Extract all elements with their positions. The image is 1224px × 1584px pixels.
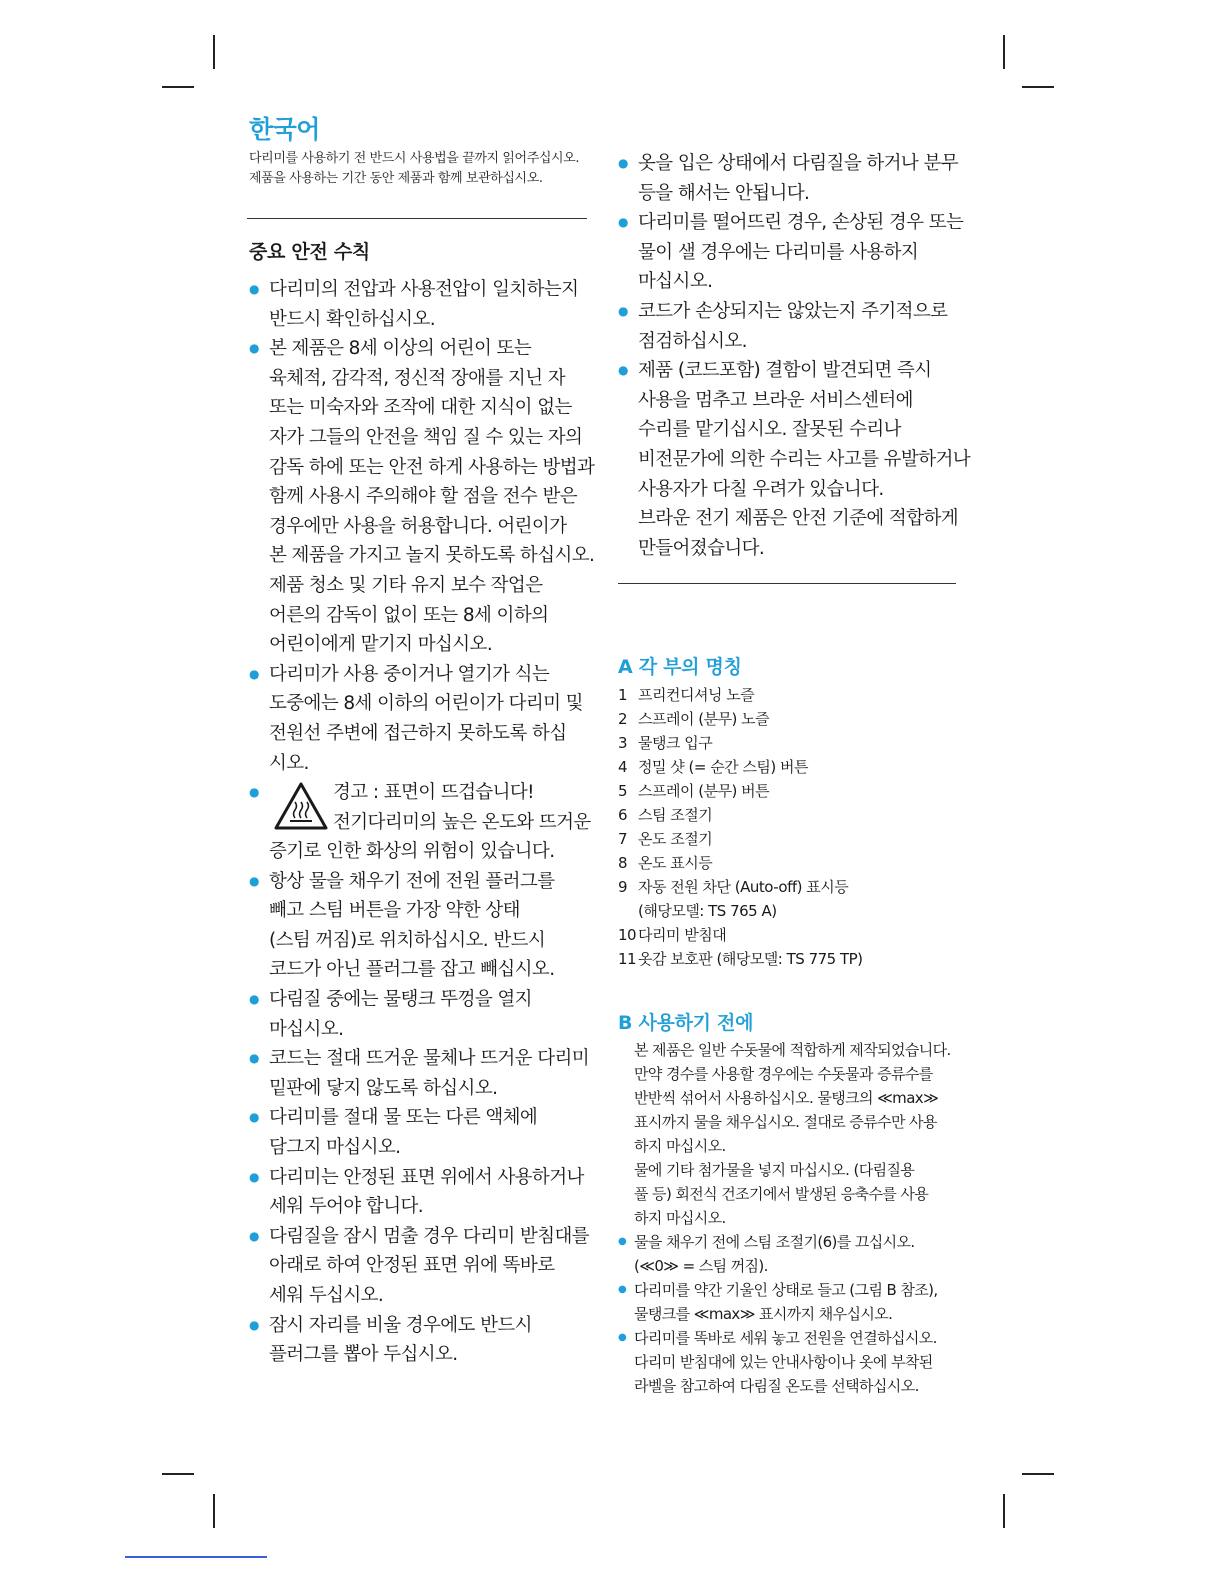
- text-line: 점검하십시오.: [638, 330, 747, 352]
- divider: [618, 583, 956, 584]
- part-label: 온도 표시등: [638, 854, 713, 872]
- warning-text: 전기다리미의 높은 온도와 뜨거운: [333, 811, 591, 833]
- text-line: 어린이에게 맡기지 마십시오.: [269, 634, 493, 656]
- crop-mark: [162, 86, 194, 88]
- parts-list: [618, 683, 968, 971]
- part-label: 스프레이 (분무) 노즐: [638, 710, 770, 728]
- text-line: 사용자가 다칠 우려가 있습니다.: [638, 478, 884, 500]
- text-line: 마십시오.: [638, 271, 713, 293]
- list-item: [249, 985, 599, 1044]
- part-item: [618, 851, 968, 875]
- text-line: ● 옷을 입은 상태에서 다림질을 하거나 분무: [638, 153, 959, 174]
- text-line: 감독 하에 또는 안전 하게 사용하는 방법과: [269, 456, 595, 478]
- text-line: 비전문가에 의한 수리는 사고를 유발하거나: [638, 448, 971, 470]
- text-line: 풀 등) 회전식 건조기에서 발생된 응축수를 사용: [634, 1185, 929, 1203]
- part-label: 스팀 조절기: [638, 806, 713, 824]
- section-a-title: A 각 부의 명칭: [618, 656, 742, 678]
- list-item: [249, 1044, 599, 1103]
- warning-text: 증기로 인한 화상의 위험이 있습니다.: [269, 841, 555, 863]
- part-label: (해당모델: TS 765 A): [638, 902, 777, 920]
- text-line: 표시까지 물을 채우십시오. 절대로 증류수만 사용: [634, 1113, 937, 1131]
- text-line: 담그지 마십시오.: [269, 1137, 401, 1159]
- list-item: [249, 334, 599, 660]
- part-number: 4: [618, 758, 628, 776]
- part-item: [618, 947, 968, 971]
- list-item: [249, 867, 599, 985]
- list-item: [618, 356, 971, 504]
- closing-note: [618, 504, 968, 563]
- part-item: [618, 683, 968, 707]
- list-item: [618, 208, 968, 297]
- text-line: 사용을 멈추고 브라운 서비스센터에: [638, 389, 913, 411]
- text-line: 만들어졌습니다.: [638, 537, 765, 559]
- footer-underline: [125, 1556, 267, 1558]
- text-line: ● 본 제품은 8세 이상의 어린이 또는: [269, 338, 532, 360]
- text-line: ● 다리미를 약간 기울인 상태로 들고 (그림 B 참조),: [634, 1281, 938, 1299]
- part-item: [618, 779, 968, 803]
- intro-text: [249, 149, 599, 189]
- safety-list-left: [249, 275, 599, 1370]
- warning-item: [249, 778, 599, 867]
- text-line: 빼고 스팀 버튼을 가장 약한 상태: [269, 900, 520, 922]
- crop-mark: [162, 1473, 194, 1475]
- text-line: 물에 기타 첨가물을 넣지 마십시오. (다림질용: [634, 1161, 915, 1179]
- list-item: [618, 297, 968, 356]
- part-number: 7: [618, 830, 628, 848]
- part-label: 온도 조절기: [638, 830, 713, 848]
- text-line: ● 다리미를 똑바로 세워 놓고 전원을 연결하십시오.: [634, 1329, 937, 1347]
- part-item: [618, 923, 968, 947]
- part-label: 자동 전원 차단 (Auto-off) 표시등: [638, 878, 849, 896]
- text-line: 본 제품을 가지고 놀지 못하도록 하십시오.: [269, 545, 595, 567]
- text-line: 경우에만 사용을 허용합니다. 어린이가: [269, 515, 567, 537]
- crop-mark: [1022, 86, 1054, 88]
- list-item: [249, 275, 599, 334]
- list-item: [249, 1311, 599, 1370]
- text-line: 자가 그들의 안전을 책임 질 수 있는 자의: [269, 426, 583, 448]
- section-b-body: [618, 1038, 973, 1398]
- text-line: 코드가 아닌 플러그를 잡고 빼십시오.: [269, 959, 555, 981]
- text-line: ● 물을 채우기 전에 스팀 조절기(6)를 끄십시오.: [634, 1233, 915, 1251]
- text-line: (≪0≫ = 스팀 꺼짐).: [634, 1257, 768, 1275]
- text-line: 브라운 전기 제품은 안전 기준에 적합하게: [638, 508, 959, 530]
- list-item: [249, 1103, 599, 1162]
- list-item: [618, 1278, 973, 1326]
- list-item: [618, 1230, 973, 1278]
- text-line: ● 다림질을 잠시 멈출 경우 다리미 받침대를: [269, 1225, 590, 1247]
- text-line: ● 다리미가 사용 중이거나 열기가 식는: [269, 663, 550, 685]
- text-line: 또는 미숙자와 조작에 대한 지식이 없는: [269, 397, 572, 419]
- text-line: 시오.: [269, 752, 309, 774]
- text-line: 어른의 감독이 없이 또는 8세 이하의: [269, 604, 549, 626]
- part-number: 5: [618, 782, 628, 800]
- part-number: 10: [618, 926, 637, 944]
- text-line: ● 제품 (코드포함) 결함이 발견되면 즉시: [638, 360, 932, 382]
- text-line: ● 다리미의 전압과 사용전압이 일치하는지: [269, 279, 579, 300]
- text-line: ● 다리미를 떨어뜨린 경우, 손상된 경우 또는: [638, 212, 964, 234]
- crop-mark: [1022, 1473, 1054, 1475]
- part-item: [618, 803, 968, 827]
- part-label: 정밀 샷 (= 순간 스팀) 버튼: [638, 758, 809, 776]
- list-item: [249, 1222, 599, 1311]
- hot-surface-warning-icon: [273, 781, 329, 831]
- part-label: 프리컨디셔닝 노즐: [638, 686, 755, 704]
- text-line: 밑판에 닿지 않도록 하십시오.: [269, 1077, 498, 1099]
- text-line: ● 코드가 손상되지는 않았는지 주기적으로: [638, 300, 948, 322]
- text-line: ● 코드는 절대 뜨거운 물체나 뜨거운 다리미: [269, 1048, 590, 1070]
- text-line: 아래로 하여 안정된 표면 위에 똑바로: [269, 1255, 555, 1277]
- text-line: 만약 경수를 사용할 경우에는 수돗물과 증류수를: [634, 1065, 933, 1083]
- list-item: [618, 149, 968, 208]
- text-line: 반드시 확인하십시오.: [269, 308, 436, 330]
- crop-mark: [213, 35, 215, 69]
- text-line: 본 제품은 일반 수돗물에 적합하게 제작되었습니다.: [634, 1041, 951, 1059]
- part-label: 옷감 보호판 (해당모델: TS 775 TP): [638, 950, 863, 968]
- list-item: [249, 660, 599, 778]
- text-line: 반반씩 섞어서 사용하십시오. 물탱크의 ≪max≫: [634, 1089, 939, 1107]
- text-line: (스팀 꺼짐)로 위치하십시오. 반드시: [269, 929, 546, 951]
- text-line: 도중에는 8세 이하의 어린이가 다리미 및: [269, 693, 583, 715]
- part-number: 6: [618, 806, 628, 824]
- warning-title: ● 경고 : 표면이 뜨겁습니다!: [333, 782, 535, 804]
- text-line: 물탱크를 ≪max≫ 표시까지 채우십시오.: [634, 1305, 893, 1323]
- text-line: 세워 두십시오.: [269, 1285, 384, 1306]
- part-number: 9: [618, 878, 628, 896]
- divider: [247, 218, 587, 219]
- part-number: 11: [618, 950, 637, 968]
- text-line: ● 다리미는 안정된 표면 위에서 사용하거나: [269, 1166, 584, 1188]
- part-label: 스프레이 (분무) 버튼: [638, 782, 770, 800]
- part-number: 1: [618, 686, 628, 704]
- text-line: ● 다림질 중에는 물탱크 뚜껑을 열지: [269, 989, 532, 1011]
- text-line: 물이 샐 경우에는 다리미를 사용하지: [638, 241, 919, 263]
- text-line: 하지 마십시오.: [634, 1137, 726, 1155]
- crop-mark: [1003, 1494, 1005, 1528]
- text-line: 라벨을 참고하여 다림질 온도를 선택하십시오.: [634, 1377, 919, 1395]
- part-item: [618, 827, 968, 851]
- part-number: 2: [618, 710, 628, 728]
- section-b-paragraph: [618, 1038, 973, 1230]
- part-item: [618, 755, 968, 779]
- part-number: 8: [618, 854, 628, 872]
- section-b-title: B 사용하기 전에: [618, 1012, 754, 1034]
- section-b-list: [618, 1230, 973, 1398]
- text-line: 하지 마십시오.: [634, 1209, 726, 1227]
- part-item: [618, 707, 968, 731]
- text-line: 수리를 맡기십시오. 잘못된 수리나: [638, 419, 901, 441]
- list-item: [249, 1163, 599, 1222]
- list-item: [618, 1326, 973, 1398]
- part-item: [618, 731, 968, 755]
- text-line: ● 잠시 자리를 비울 경우에도 반드시: [269, 1314, 532, 1336]
- text-line: 플러그를 뽑아 두십시오.: [269, 1344, 458, 1366]
- part-label: 물탱크 입구: [638, 734, 713, 752]
- text-line: 전원선 주변에 접근하지 못하도록 하십: [269, 722, 567, 744]
- text-line: 함께 사용시 주의해야 할 점을 전수 받은: [269, 486, 578, 508]
- part-item: [618, 875, 968, 923]
- text-line: 제품 청소 및 기타 유지 보수 작업은: [269, 574, 543, 596]
- crop-mark: [1003, 35, 1005, 69]
- part-number: 3: [618, 734, 628, 752]
- text-line: 마십시오.: [269, 1018, 344, 1040]
- text-line: 등을 해서는 안됩니다.: [638, 182, 810, 204]
- text-line: ● 항상 물을 채우기 전에 전원 플러그를: [269, 870, 555, 892]
- intro-line: 다리미를 사용하기 전 반드시 사용법을 끝까지 읽어주십시오.: [249, 151, 580, 166]
- text-line: 육체적, 감각적, 정신적 장애를 지닌 자: [269, 367, 566, 389]
- safety-heading: 중요 안전 수칙: [249, 241, 370, 263]
- text-line: ● 다리미를 절대 물 또는 다른 액체에: [269, 1107, 538, 1129]
- part-label: 다리미 받침대: [638, 926, 727, 944]
- text-line: 세워 두어야 합니다.: [269, 1196, 424, 1218]
- safety-list-right: [618, 149, 971, 563]
- intro-line: 제품을 사용하는 기간 동안 제품과 함께 보관하십시오.: [249, 171, 543, 186]
- crop-mark: [213, 1494, 215, 1528]
- language-title: 한국어: [249, 115, 320, 144]
- text-line: 다리미 받침대에 있는 안내사항이나 옷에 부착된: [634, 1353, 933, 1371]
